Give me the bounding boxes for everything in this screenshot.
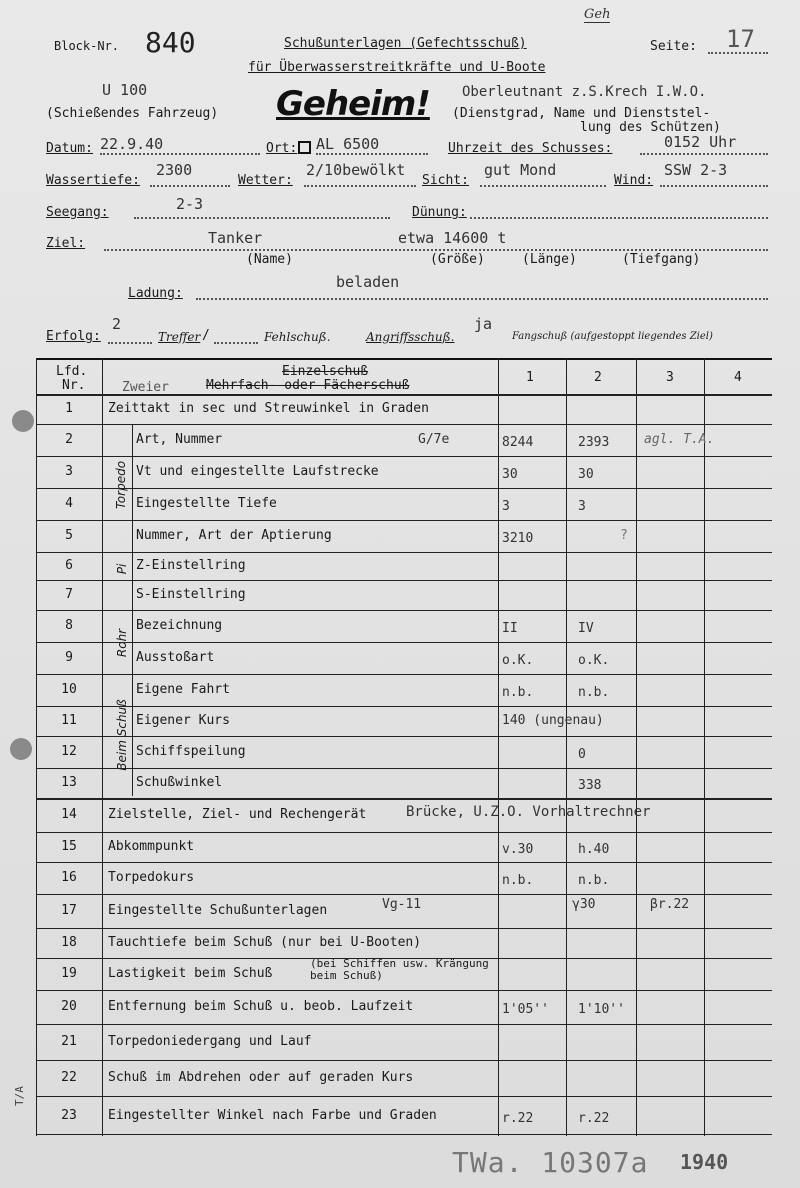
row-nr: 3 xyxy=(65,464,73,479)
row-label: Schiffspeilung xyxy=(136,744,246,759)
row-rule xyxy=(36,488,772,489)
block-number: 840 xyxy=(145,26,196,59)
row-label: Bezeichnung xyxy=(136,618,223,633)
row-label: Nummer, Art der Aptierung xyxy=(136,528,332,543)
row-label: Vt und eingestellte Laufstrecke xyxy=(136,464,379,479)
row-rule xyxy=(36,990,772,991)
row-value-2: IV xyxy=(578,621,594,636)
row-nr: 1 xyxy=(65,401,73,416)
head-nr: Nr. xyxy=(62,378,86,393)
ziel-groesse-label: (Größe) xyxy=(430,252,485,267)
row-nr: 21 xyxy=(61,1034,77,1049)
sicht-value: gut Mond xyxy=(484,161,557,179)
row-value-1: 3 xyxy=(502,499,510,514)
row-nr: 15 xyxy=(61,839,77,854)
row-nr: 12 xyxy=(61,744,77,759)
duenung-label: Dünung: xyxy=(412,205,467,220)
row-nr: 14 xyxy=(61,807,77,822)
row-extra: G/7e xyxy=(418,432,450,447)
ziel-dots xyxy=(104,249,768,251)
row-rule xyxy=(36,394,772,396)
wind-dots xyxy=(660,185,768,187)
geh-stamp: Geh xyxy=(584,7,611,22)
col3-divider xyxy=(636,358,637,1136)
row-nr: 5 xyxy=(65,528,73,543)
row-rule xyxy=(36,520,772,521)
row-nr: 11 xyxy=(61,713,77,728)
col4-divider xyxy=(704,358,705,1136)
row-value-2: 2393 xyxy=(578,435,610,450)
row-label: Entfernung beim Schuß u. beob. Laufzeit xyxy=(108,999,414,1014)
row-rule xyxy=(36,674,772,675)
row-value-3: agl. T.A. xyxy=(644,432,715,447)
ziel-laenge-label: (Länge) xyxy=(522,252,577,267)
row-value-2: n.b. xyxy=(578,685,610,700)
head-einzel: Einzelschuß xyxy=(282,364,369,379)
row-extra: (bei Schiffen usw. Krängung beim Schuß) xyxy=(310,957,489,982)
ziel-name-label: (Name) xyxy=(246,252,293,267)
duenung-dots xyxy=(470,217,768,219)
ziel-label: Ziel: xyxy=(46,236,86,251)
ziel-groesse-value: etwa 14600 t xyxy=(398,229,507,247)
row-value-2: 30 xyxy=(578,467,594,482)
row-rule xyxy=(36,862,772,863)
row-rule xyxy=(36,456,772,457)
row-label: Schußwinkel xyxy=(136,775,223,790)
row-rule xyxy=(36,1060,772,1061)
row-value-3: βr.22 xyxy=(650,897,690,912)
row-rule xyxy=(36,580,772,581)
head-zweier: Zweier xyxy=(122,380,169,395)
ort-box xyxy=(298,141,311,154)
row-nr: 20 xyxy=(61,999,77,1014)
row-value-2: ? xyxy=(620,528,628,543)
row-rule xyxy=(36,928,772,929)
row-nr: 18 xyxy=(61,935,77,950)
datum-dots xyxy=(100,153,260,155)
punch-hole-bottom xyxy=(10,738,32,760)
row-value-2: o.K. xyxy=(578,653,610,668)
row-value-1: 1'05'' xyxy=(502,1002,549,1017)
row-value-2: 338 xyxy=(578,778,602,793)
archive-stamp: TWa. 10307a xyxy=(452,1146,649,1179)
row-extra: Brücke, U.Z.O. Vorhaltrechner xyxy=(406,804,651,820)
row-rule xyxy=(36,736,772,737)
group-beim: Beim Schuß xyxy=(115,699,129,771)
row-label: S-Einstellring xyxy=(136,587,246,602)
row-rule xyxy=(36,1096,772,1097)
fehl-dots xyxy=(214,342,258,344)
row-value-2: 1'10'' xyxy=(578,1002,625,1017)
row-label: Art, Nummer xyxy=(136,432,223,447)
margin-note: T/A xyxy=(12,1086,26,1106)
row-value-1: II xyxy=(502,621,518,636)
archive-year: 1940 xyxy=(680,1150,729,1174)
angriffsschuss-label: Angriffsschuß. xyxy=(366,330,455,344)
row-rule xyxy=(36,798,772,800)
vessel-value: U 100 xyxy=(102,81,148,99)
row-value-2: γ30 xyxy=(572,897,596,912)
wetter-value: 2/10bewölkt xyxy=(306,161,406,179)
uhrzeit-label: Uhrzeit des Schusses: xyxy=(448,141,613,156)
fehlschuss-label: Fehlschuß. xyxy=(264,330,331,344)
datum-label: Datum: xyxy=(46,141,93,156)
row-nr: 4 xyxy=(65,496,73,511)
row-label: Eigene Fahrt xyxy=(136,682,230,697)
row-label: Ausstoßart xyxy=(136,650,215,665)
group-pi: Pi xyxy=(115,563,129,575)
row-nr: 22 xyxy=(61,1070,77,1085)
row-value-1: n.b. xyxy=(502,873,534,888)
seegang-label: Seegang: xyxy=(46,205,109,220)
shooter-label-1: (Dienstgrad, Name und Dienststel- xyxy=(452,106,711,121)
wassertiefe-value: 2300 xyxy=(156,161,193,179)
row-rule xyxy=(36,424,772,425)
head-mehrfach: Mehrfach- oder Fächerschuß xyxy=(206,378,410,393)
row-value-1: n.b. xyxy=(502,685,534,700)
row-nr: 9 xyxy=(65,650,73,665)
row-label: Zielstelle, Ziel- und Rechengerät xyxy=(108,807,367,822)
fangschuss-label: Fangschuß (aufgestoppt liegendes Ziel) xyxy=(512,331,713,342)
row-nr: 19 xyxy=(61,966,77,981)
row-rule xyxy=(36,610,772,611)
row-nr: 2 xyxy=(65,432,73,447)
seite-dots xyxy=(708,52,768,54)
row-label: Tauchtiefe beim Schuß (nur bei U-Booten) xyxy=(108,935,422,950)
slash: / xyxy=(202,328,210,343)
row-rule xyxy=(36,1134,772,1135)
row-value-1: 8244 xyxy=(502,435,534,450)
ort-value: AL 6500 xyxy=(316,135,380,153)
shooter-label-2: lung des Schützen) xyxy=(580,120,721,135)
row-rule xyxy=(36,642,772,643)
form-subtitle: für Überwasserstreitkräfte und U-Boote xyxy=(248,60,546,75)
table-top-rule xyxy=(36,358,772,360)
erfolg-dots xyxy=(108,342,152,344)
row-label: Eingestellte Schußunterlagen xyxy=(108,903,328,918)
row-rule xyxy=(36,894,772,895)
ladung-dots xyxy=(196,298,768,300)
row-value-2: 0 xyxy=(578,747,586,762)
row-value-1: 140 (ungenau) xyxy=(502,713,604,728)
datum-value: 22.9.40 xyxy=(100,135,164,153)
wetter-dots xyxy=(304,185,416,187)
row-value-1: r.22 xyxy=(502,1111,534,1126)
treffer-label: Treffer xyxy=(158,330,201,344)
row-label: Lastigkeit beim Schuß xyxy=(108,966,273,981)
row-label: Torpedoniedergang und Lauf xyxy=(108,1034,312,1049)
col-label-1: 1 xyxy=(526,370,534,385)
erfolg-value: 2 xyxy=(112,315,122,333)
row-label: Abkommpunkt xyxy=(108,839,195,854)
head-lfd: Lfd. xyxy=(56,364,88,379)
form-title: Schußunterlagen (Gefechtsschuß) xyxy=(284,36,527,51)
ort-label: Ort: xyxy=(266,141,298,156)
uhrzeit-value: 0152 Uhr xyxy=(664,133,737,151)
ziel-tiefgang-label: (Tiefgang) xyxy=(622,252,701,267)
row-value-2: n.b. xyxy=(578,873,610,888)
row-value-1: 30 xyxy=(502,467,518,482)
row-nr: 17 xyxy=(61,903,77,918)
row-label: Zeittakt in sec und Streuwinkel in Graden xyxy=(108,401,429,416)
lfd-divider xyxy=(102,358,103,1136)
row-label: Torpedokurs xyxy=(108,870,195,885)
row-nr: 6 xyxy=(65,558,73,573)
col-label-2: 2 xyxy=(594,370,602,385)
wassertiefe-label: Wassertiefe: xyxy=(46,173,140,188)
row-nr: 10 xyxy=(61,682,77,697)
row-value-1: o.K. xyxy=(502,653,534,668)
uhrzeit-dots xyxy=(640,153,768,155)
row-nr: 23 xyxy=(61,1108,77,1123)
row-nr: 16 xyxy=(61,870,77,885)
ladung-label: Ladung: xyxy=(128,286,183,301)
row-value-2: r.22 xyxy=(578,1111,610,1126)
block-label: Block-Nr. xyxy=(54,39,120,53)
row-nr: 13 xyxy=(61,775,77,790)
wind-label: Wind: xyxy=(614,173,654,188)
geheim-stamp: Geheim! xyxy=(276,84,430,124)
row-value-2: h.40 xyxy=(578,842,610,857)
ziel-name-value: Tanker xyxy=(208,229,263,247)
vessel-label: (Schießendes Fahrzeug) xyxy=(46,106,219,121)
row-label: Schuß im Abdrehen oder auf geraden Kurs xyxy=(108,1070,414,1085)
sicht-dots xyxy=(480,185,606,187)
row-value-1: v.30 xyxy=(502,842,534,857)
col-label-4: 4 xyxy=(734,370,742,385)
seegang-value: 2-3 xyxy=(176,195,204,213)
angriffsschuss-value: ja xyxy=(474,315,493,333)
group-rohr: Rohr xyxy=(115,628,129,658)
ladung-value: beladen xyxy=(336,273,400,291)
col1-divider xyxy=(498,358,499,1136)
row-nr: 7 xyxy=(65,587,73,602)
row-rule xyxy=(36,706,772,707)
erfolg-label: Erfolg: xyxy=(46,329,101,344)
shot-table xyxy=(36,358,772,1136)
col-label-3: 3 xyxy=(666,370,674,385)
row-nr: 8 xyxy=(65,618,73,633)
seegang-dots xyxy=(134,217,390,219)
row-rule xyxy=(36,552,772,553)
row-extra: Vg-11 xyxy=(382,897,422,912)
seite-label: Seite: xyxy=(650,39,697,54)
wassertiefe-dots xyxy=(150,185,230,187)
row-value-1: 3210 xyxy=(502,531,534,546)
wind-value: SSW 2-3 xyxy=(664,161,728,179)
row-label: Eingestellte Tiefe xyxy=(136,496,277,511)
row-rule xyxy=(36,1024,772,1025)
row-rule xyxy=(36,832,772,833)
seite-number: 17 xyxy=(726,25,755,53)
ort-dots xyxy=(316,153,428,155)
row-label: Eigener Kurs xyxy=(136,713,230,728)
row-value-2: 3 xyxy=(578,499,586,514)
row-label: Eingestellter Winkel nach Farbe und Graden xyxy=(108,1108,437,1123)
group-torpedo: Torpedo xyxy=(114,460,128,510)
row-label: Z-Einstellring xyxy=(136,558,246,573)
punch-hole-top xyxy=(12,410,34,432)
wetter-label: Wetter: xyxy=(238,173,293,188)
row-rule xyxy=(36,768,772,769)
col2-divider xyxy=(566,358,567,1136)
shooter-value: Oberleutnant z.S.Krech I.W.O. xyxy=(462,84,707,100)
sicht-label: Sicht: xyxy=(422,173,469,188)
